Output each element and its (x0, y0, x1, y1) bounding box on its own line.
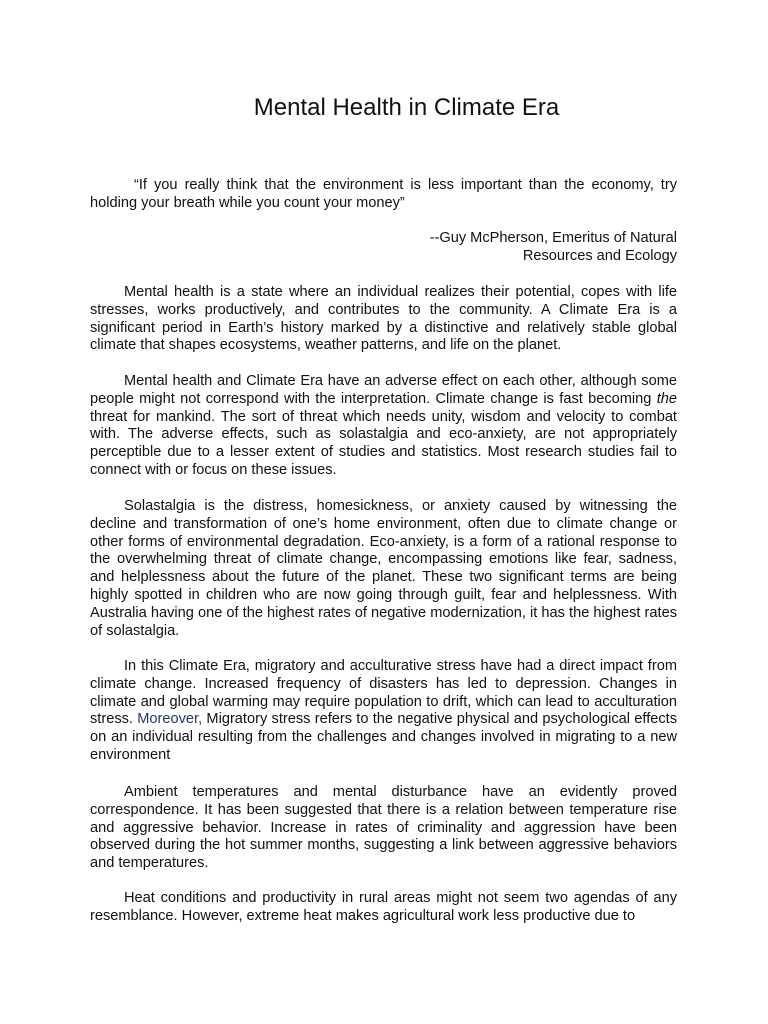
attribution-line-2: Resources and Ecology (522, 247, 677, 264)
moreover-link[interactable]: Moreover, (137, 711, 203, 728)
epigraph-quote: “If you really think that the environment is less important than the economy, try holding your breath while you count your money” (90, 177, 677, 211)
paragraph-text: threat for mankind. The sort of threat which needs unity, wisdom and velocity to combat with. The adverse effects, such as solastalgia and eco-anxiety, are not appropriately perceptible due to a lesser extent of studies and statistics. Most research studies fail to connect with or focus on these issues. (90, 408, 677, 478)
emphasis-text: the (656, 390, 677, 407)
paragraph-temperature: Ambient temperatures and mental disturbance have an evidently proved correspondence. It has been suggested that there is a relation between temperature rise and aggressive behavior. Increase in rates of criminality and aggression have been observed during the hot summer months, suggesting a link between aggressive behaviors and temperatures. (90, 784, 677, 872)
paragraph-migratory-stress (90, 658, 677, 765)
paragraph-definition: Mental health is a state where an individual realizes their potential, copes with life stresses, works productively, and contributes to the community. A Climate Era is a significant period in Earth’s history marked by a distinctive and relatively stable global climate that shapes ecosystems, weather patterns, and life on the planet. (90, 284, 677, 354)
attribution-line-1: --Guy McPherson, Emeritus of Natural (429, 230, 677, 246)
paragraph-adverse-effect (90, 373, 677, 480)
paragraph-text: In this Climate Era, migratory and acculturative stress have had a direct impact from climate change. Increased frequency of disasters has led to depression. Changes in climate and global warming may require population to drift, which can lead to acculturation stress. (90, 658, 677, 728)
paragraph-heat-productivity: Heat conditions and productivity in rural areas might not seem two agendas of any resemblance. However, extreme heat makes agricultural work less productive due to (90, 890, 677, 924)
paragraph-solastalgia: Solastalgia is the distress, homesickness, or anxiety caused by witnessing the decline and transformation of one’s home environment, often due to climate change or other forms of environmental degradation. Eco-anxiety, is a form of a rational response to the overwhelming threat of climate change, encompassing emotions like fear, sadness, and helplessness about the future of the planet. These two significant terms are being highly spotted in children who are now going through guilt, fear and helplessness. With Australia having one of the highest rates of negative modernization, it has the highest rates of solastalgia. (90, 498, 677, 639)
epigraph-attribution (90, 230, 677, 266)
document-title: Mental Health in Climate Era (253, 94, 560, 121)
paragraph-text: Mental health and Climate Era have an adverse effect on each other, although some people might not correspond with the interpretation. Climate change is fast becoming (90, 373, 677, 407)
paragraph-text: Migratory stress refers to the negative physical and psychological effects on an individual resulting from the challenges and changes involved in migrating to a new environment (90, 711, 678, 763)
